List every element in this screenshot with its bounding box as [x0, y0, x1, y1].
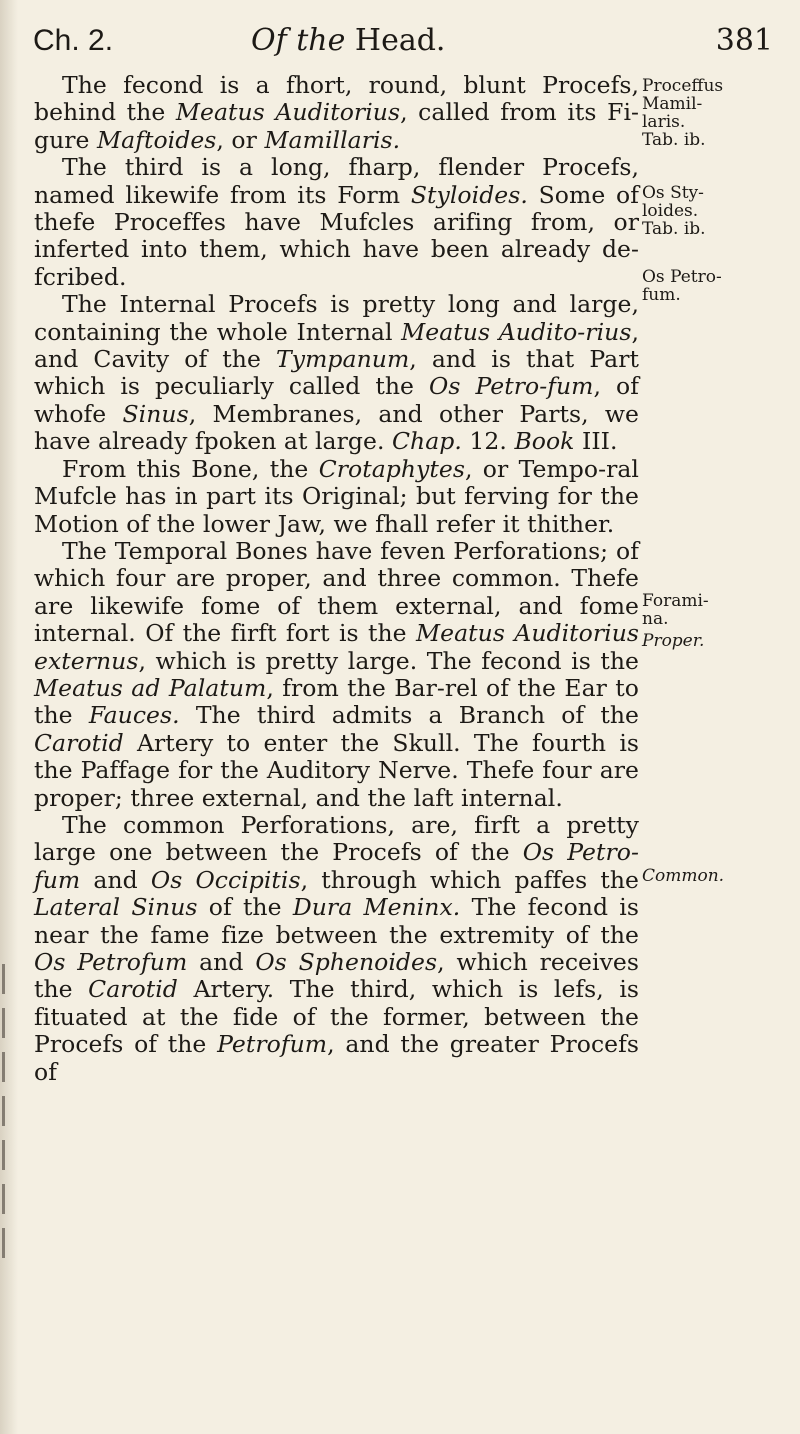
italic-term: Crotaphytes — [318, 454, 465, 483]
chapter-label: Ch. 2. — [33, 24, 114, 57]
text-run: and — [187, 948, 256, 976]
margin-note-mastoid — [642, 77, 723, 149]
italic-term: Dura Meninx. — [292, 893, 461, 922]
italic-term: Chap. — [391, 427, 462, 456]
paragraph — [34, 72, 639, 154]
paragraph — [34, 812, 639, 1086]
margin-note-line: laris. — [642, 112, 686, 132]
italic-term: Sinus — [122, 399, 189, 428]
italic-term: Os Occipitis — [150, 865, 301, 894]
margin-note-line: Tab. ib. — [642, 130, 706, 150]
margin-note-line: Common. — [642, 866, 725, 886]
italic-term: Meatus Audito-rius — [401, 317, 632, 346]
margin-note-line: loides. — [642, 201, 699, 221]
text-run: , or Tempo-ral Mufcle has in part its Original; but ferving for the Motion of the lower Jaw, we fhall refer it thither. — [34, 454, 639, 538]
italic-term: Meatus Auditorius — [175, 98, 401, 127]
margin-note-line: Proceffus — [642, 76, 724, 96]
margin-note-proper — [642, 632, 704, 650]
margin-note-line: Os Sty- — [642, 183, 704, 203]
margin-notes — [600, 72, 800, 1372]
italic-term: Lateral Sinus — [34, 893, 198, 922]
paragraph — [34, 291, 639, 455]
italic-term: Meatus ad Palatum — [34, 673, 267, 702]
text-run: of the — [197, 893, 293, 922]
text-run: The fecond is near the fame fize between the extremity of the — [34, 893, 639, 949]
text-run: The Temporal Bones have feven Perforations; of which four are proper, and three common. Thefe are likewife fome of them external, and fome internal. Of the firft fort is the — [34, 536, 639, 648]
italic-term: Tympanum — [276, 345, 410, 374]
text-run: The third admits a Branch of the — [179, 701, 640, 730]
margin-note-petrosum — [642, 268, 722, 304]
text-run: , and the greater Procefs of — [34, 1030, 639, 1086]
gutter-marks — [2, 950, 12, 1430]
text-run: Artery. The third, which is lefs, is fituated at the fide of the former, between the Procefs of the — [34, 975, 639, 1059]
text-run: , which receives the — [34, 948, 639, 1004]
text-run: The fecond is a fhort, round, blunt Procefs, behind the — [34, 71, 639, 127]
italic-term: Os Petrofum — [34, 948, 188, 976]
text-run: , and is that Part which is peculiarly called the — [34, 345, 639, 401]
running-title-prefix: Of the — [251, 23, 346, 58]
text-run: From this Bone, the — [62, 454, 319, 483]
margin-note-line: na. — [642, 609, 669, 629]
italic-term: Book — [514, 427, 575, 456]
paragraph — [34, 154, 639, 291]
italic-term: Meatus Auditorius externus — [34, 619, 640, 675]
text-run: III. — [574, 427, 618, 456]
margin-note-styloid — [642, 184, 706, 238]
italic-term: Os Petro-fum — [429, 372, 594, 401]
margin-note-line: Tab. ib. — [642, 219, 706, 239]
margin-note-foramina — [642, 592, 709, 628]
italic-term: Os Sphenoides — [255, 948, 438, 976]
text-run: , through which paffes the — [300, 865, 639, 894]
text-run: 12. — [461, 427, 515, 456]
italic-term: Os Petro-fum — [34, 838, 639, 894]
italic-term: Fauces. — [88, 701, 180, 730]
italic-term: Carotid — [34, 728, 124, 757]
text-run: , Membranes, and other Parts, we have already fpoken at large. — [34, 399, 639, 456]
margin-note-common — [642, 867, 724, 885]
margin-note-line: Mamil- — [642, 94, 703, 114]
text-run: , called from its Fi-gure — [34, 98, 639, 154]
text-run: , of whofe — [34, 372, 639, 428]
margin-note-line: Os Petro- — [642, 267, 722, 287]
italic-term: Mamillaris. — [264, 125, 401, 154]
italic-term: Carotid — [88, 975, 178, 1004]
text-run: The third is a long, fharp, flender Procefs, named likewife from its Form — [34, 153, 639, 209]
text-run: and — [80, 865, 151, 894]
text-run: The Internal Procefs is pretty long and large, containing the whole Internal — [34, 290, 639, 346]
italic-term: Styloides. — [410, 180, 528, 209]
margin-note-line: fum. — [642, 285, 681, 305]
italic-term: Maftoides — [97, 125, 217, 154]
paragraph — [34, 538, 639, 812]
margin-note-line: Forami- — [642, 591, 709, 611]
text-run: Some of thefe Proceffes have Mufcles arifing from, or inferted into them, which have been already de-fcribed. — [34, 180, 639, 291]
running-title-main: Head. — [354, 23, 446, 58]
italic-term: Petrofum — [217, 1030, 328, 1059]
body-text — [34, 72, 639, 1086]
page-number: 381 — [715, 23, 773, 58]
text-run: , or — [216, 125, 265, 154]
margin-note-line: Proper. — [642, 631, 705, 651]
running-title — [251, 16, 445, 66]
text-run: Artery to enter the Skull. The fourth is the Paffage for the Auditory Nerve. Thefe four are proper; three external, and the laft internal. — [34, 728, 639, 812]
text-run: The common Perforations, are, firft a pretty large one between the Procefs of the — [34, 810, 639, 867]
running-header — [33, 16, 783, 66]
paragraph — [34, 456, 639, 538]
text-run: , which is pretty large. The fecond is the — [138, 646, 639, 675]
text-run: , and Cavity of the — [34, 317, 639, 374]
text-run: , from the Bar-rel of the Ear to the — [34, 673, 639, 730]
